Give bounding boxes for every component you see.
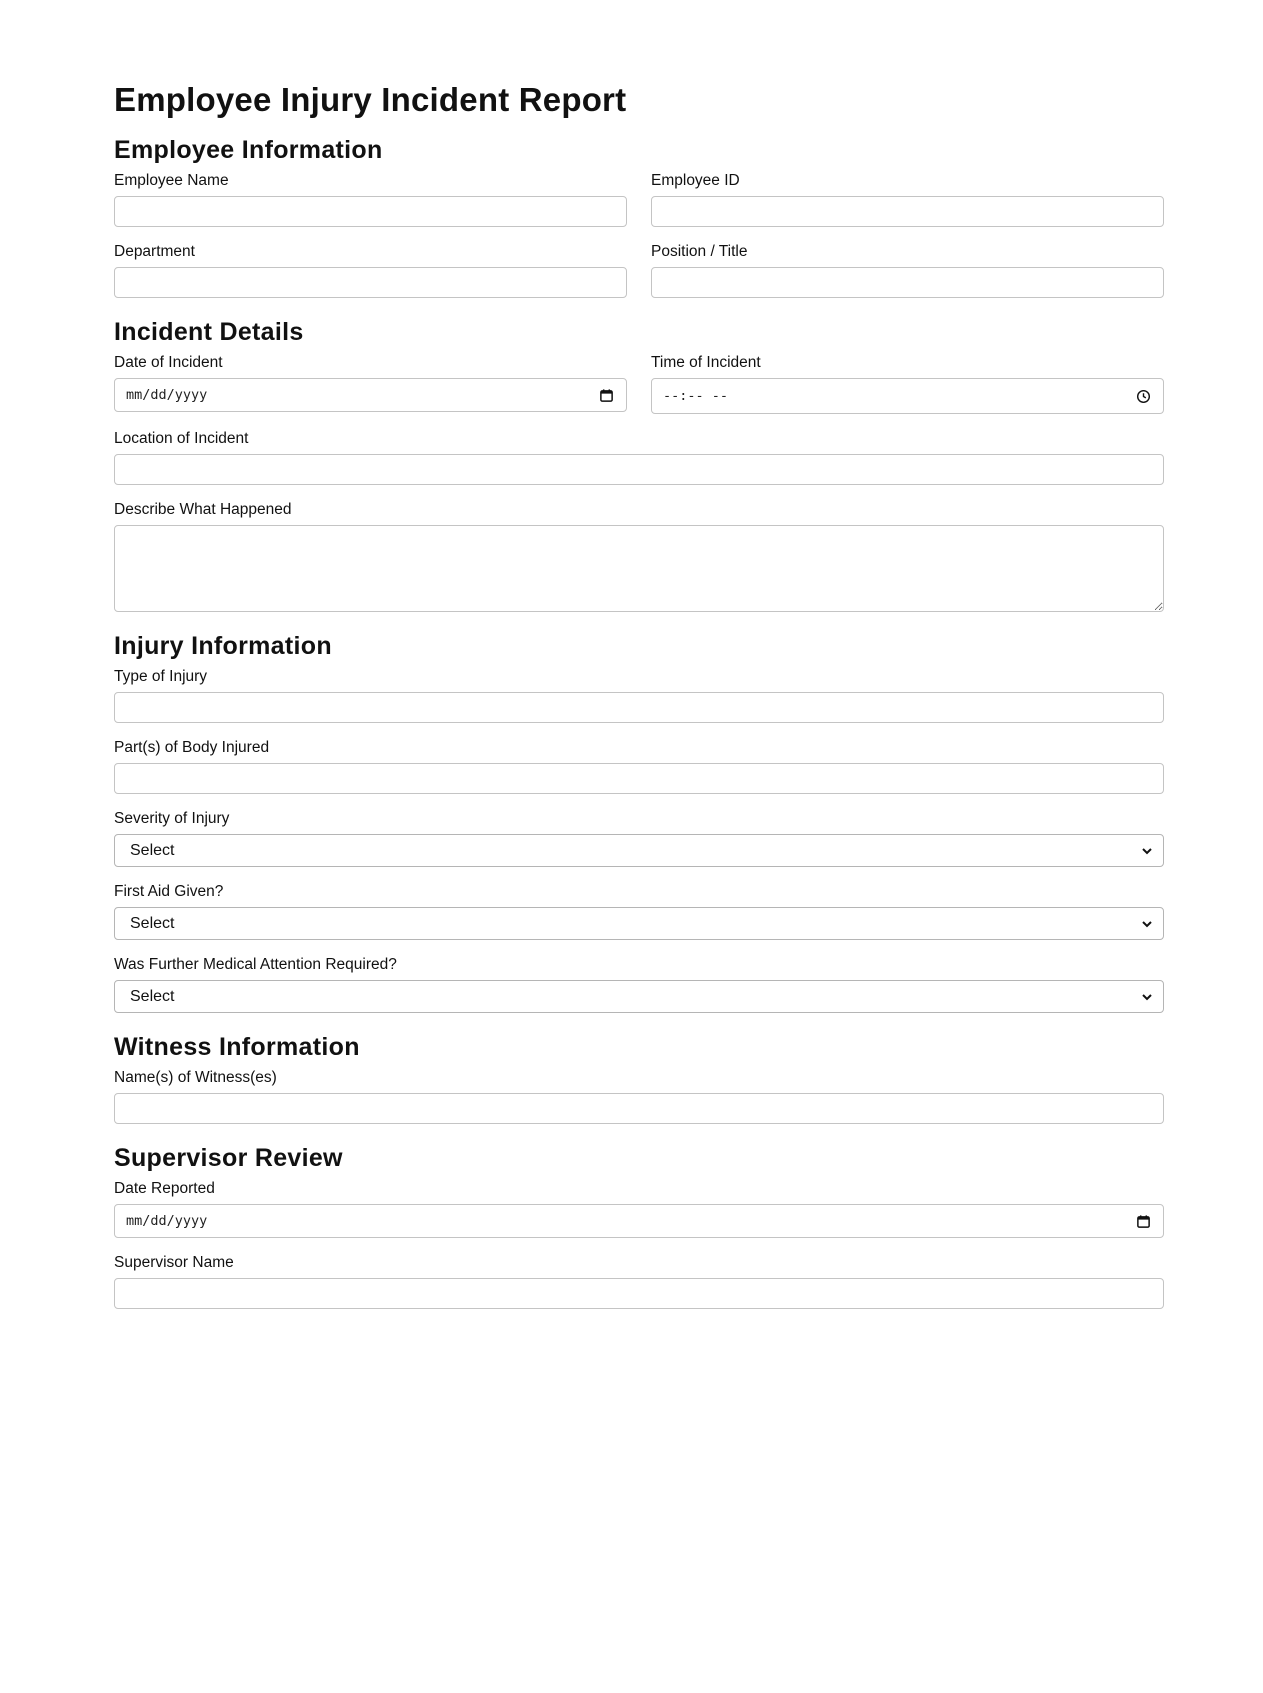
witness-names-input[interactable] <box>114 1093 1164 1124</box>
section-title-incident-details: Incident Details <box>114 318 304 346</box>
medical-attention-selected-value: Select <box>130 987 175 1005</box>
chevron-down-icon <box>1141 918 1153 930</box>
incident-location-label: Location of Incident <box>114 430 249 447</box>
incident-time-label: Time of Incident <box>651 354 761 371</box>
section-title-witness-information: Witness Information <box>114 1033 360 1061</box>
first-aid-select[interactable] <box>114 907 1164 940</box>
medical-attention-select[interactable] <box>114 980 1164 1013</box>
form-scroll-area[interactable] <box>114 72 1164 1312</box>
incident-location-group <box>114 430 1164 485</box>
employee-id-input[interactable] <box>651 196 1164 227</box>
injury-type-input[interactable] <box>114 692 1164 723</box>
first-aid-label: First Aid Given? <box>114 883 224 900</box>
severity-group <box>114 810 1164 867</box>
incident-description-textarea[interactable] <box>114 525 1164 612</box>
chevron-down-icon <box>1141 845 1153 857</box>
employee-id-group <box>651 172 1164 227</box>
section-title-supervisor-review: Supervisor Review <box>114 1144 343 1172</box>
first-aid-selected-value: Select <box>130 914 175 932</box>
body-parts-label: Part(s) of Body Injured <box>114 739 270 756</box>
employee-row-1 <box>114 172 1164 227</box>
section-title-injury-information: Injury Information <box>114 632 332 660</box>
severity-selected-value: Select <box>130 841 175 859</box>
incident-date-label: Date of Incident <box>114 354 223 371</box>
medical-attention-group <box>114 956 1164 1013</box>
incident-date-placeholder: mm/dd/yyyy <box>126 387 208 403</box>
incident-description-label: Describe What Happened <box>114 501 292 518</box>
witness-names-group <box>114 1069 1164 1124</box>
incident-location-input[interactable] <box>114 454 1164 485</box>
department-label: Department <box>114 243 195 260</box>
supervisor-name-input[interactable] <box>114 1278 1164 1309</box>
supervisor-name-label: Supervisor Name <box>114 1254 234 1271</box>
medical-attention-label: Was Further Medical Attention Required? <box>114 956 397 973</box>
severity-label: Severity of Injury <box>114 810 230 827</box>
date-reported-placeholder: mm/dd/yyyy <box>126 1213 208 1229</box>
department-input[interactable] <box>114 267 627 298</box>
incident-date-input[interactable] <box>114 378 627 412</box>
calendar-icon[interactable] <box>599 388 614 403</box>
incident-time-group <box>651 354 1164 414</box>
employee-name-group <box>114 172 627 227</box>
employee-name-label: Employee Name <box>114 172 229 189</box>
incident-description-group <box>114 501 1164 612</box>
injury-type-group <box>114 668 1164 723</box>
clock-icon[interactable] <box>1136 389 1151 404</box>
calendar-icon[interactable] <box>1136 1214 1151 1229</box>
employee-name-input[interactable] <box>114 196 627 227</box>
date-reported-label: Date Reported <box>114 1180 215 1197</box>
witness-names-label: Name(s) of Witness(es) <box>114 1069 277 1086</box>
section-title-employee-information: Employee Information <box>114 136 383 164</box>
first-aid-group <box>114 883 1164 940</box>
date-reported-group <box>114 1180 1164 1238</box>
incident-date-group <box>114 354 627 414</box>
incident-time-input[interactable] <box>651 378 1164 414</box>
severity-select[interactable] <box>114 834 1164 867</box>
date-reported-input[interactable] <box>114 1204 1164 1238</box>
page-title: Employee Injury Incident Report <box>114 81 627 118</box>
incident-row-1 <box>114 354 1164 414</box>
body-parts-input[interactable] <box>114 763 1164 794</box>
chevron-down-icon <box>1141 991 1153 1003</box>
position-label: Position / Title <box>651 243 748 260</box>
employee-id-label: Employee ID <box>651 172 740 189</box>
body-parts-group <box>114 739 1164 794</box>
incident-description-wrapper <box>114 525 1164 612</box>
supervisor-name-group <box>114 1254 1164 1309</box>
injury-type-label: Type of Injury <box>114 668 208 685</box>
position-input[interactable] <box>651 267 1164 298</box>
incident-time-placeholder: --:-- -- <box>663 388 729 404</box>
employee-row-2 <box>114 243 1164 298</box>
department-group <box>114 243 627 298</box>
position-group <box>651 243 1164 298</box>
